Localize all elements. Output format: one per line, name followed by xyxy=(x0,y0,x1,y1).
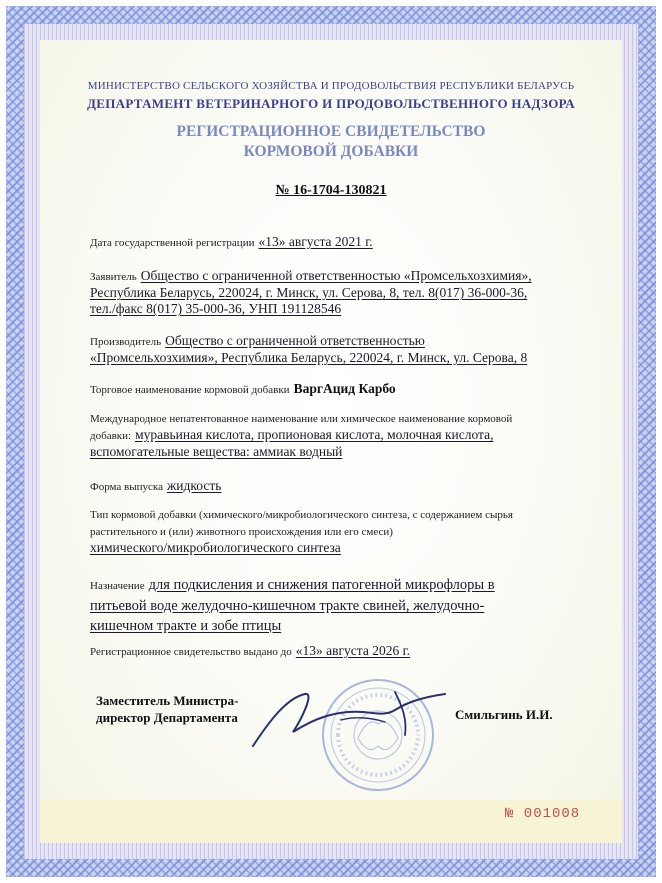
type-label-line1: Тип кормовой добавки (химического/микробиологического синтеза, с содержанием сырья xyxy=(90,509,513,521)
manufacturer-label: Производитель xyxy=(90,336,162,348)
valid-until-field xyxy=(90,643,590,660)
signatory-title-line1: Заместитель Министра- xyxy=(96,693,239,708)
reg-date-label: Дата государственной регистрации xyxy=(90,237,255,249)
signatory-name: Смильгинь И.И. xyxy=(455,707,553,722)
purpose-value-line1: для подкисления и снижения патогенной микрофлоры в xyxy=(148,577,495,593)
handwritten-signature xyxy=(245,680,450,755)
manufacturer-field xyxy=(90,333,590,366)
purpose-value-line2: питьевой воде желудочно-кишечном тракте свиней, желудочно- xyxy=(90,598,485,614)
ministry-header: МИНИСТЕРСТВО СЕЛЬСКОГО ХОЗЯЙСТВА И ПРОДОВОЛЬСТВИЯ РЕСПУБЛИКИ БЕЛАРУСЬ xyxy=(87,80,575,92)
inn-label-line1: Международное непатентованное наименование или химическое наименование кормовой xyxy=(90,413,513,425)
valid-until-value: «13» августа 2026 г. xyxy=(295,643,410,658)
manufacturer-value-line1: Общество с ограниченной ответственностью xyxy=(165,333,425,348)
registration-number: № 16-1704-130821 xyxy=(275,183,387,198)
type-label-line2: растительного и (или) животного происхождения или его смеси) xyxy=(90,526,393,538)
purpose-label: Назначение xyxy=(90,580,145,592)
trade-name-value: ВаргАцид Карбо xyxy=(293,381,396,396)
reg-date-field xyxy=(90,234,590,251)
manufacturer-value-line2: «Промсельхозхимия», Республика Беларусь, 220024, г. Минск, ул. Серова, 8 xyxy=(90,350,528,365)
document-title-line1: РЕГИСТРАЦИОННОЕ СВИДЕТЕЛЬСТВО xyxy=(176,123,486,140)
form-field xyxy=(90,478,590,495)
applicant-field xyxy=(90,268,590,317)
reg-date-value: «13» августа 2021 г. xyxy=(258,234,373,249)
applicant-label: Заявитель xyxy=(90,271,137,283)
form-value: жидкость xyxy=(166,478,222,493)
purpose-value-line3: кишечном тракте и зобе птицы xyxy=(90,618,282,634)
type-value: химического/микробиологического синтеза xyxy=(90,540,341,555)
trade-name-label: Торговое наименование кормовой добавки xyxy=(90,384,290,396)
inn-label-line2: добавки: xyxy=(90,430,132,442)
inn-value-line2: вспомогательные вещества: аммиак водный xyxy=(90,444,343,459)
serial-number: № 001008 xyxy=(505,806,581,822)
document-title-line2: КОРМОВОЙ ДОБАВКИ xyxy=(243,143,419,160)
applicant-value-line2: Республика Беларусь, 220024, г. Минск, ул. Серова, 8, тел. 8(017) 36-000-36, xyxy=(90,285,528,300)
applicant-value-line3: тел./факс 8(017) 35-000-36, УНП 191128546 xyxy=(90,301,342,316)
form-label: Форма выпуска xyxy=(90,481,163,493)
inn-value-line1: муравьиная кислота, пропионовая кислота, молочная кислота, xyxy=(135,427,494,442)
purpose-field xyxy=(90,575,590,636)
type-field xyxy=(90,506,600,556)
applicant-value-line1: Общество с ограниченной ответственностью «Промсельхозхимия», xyxy=(140,268,532,283)
valid-until-label: Регистрационное свидетельство выдано до xyxy=(90,646,292,658)
signatory-title xyxy=(96,692,238,726)
trade-name-field xyxy=(90,381,590,398)
department-header: ДЕПАРТАМЕНТ ВЕТЕРИНАРНОГО И ПРОДОВОЛЬСТВЕННОГО НАДЗОРА xyxy=(87,96,575,111)
signatory-title-line2: директор Департамента xyxy=(96,710,238,725)
inn-field xyxy=(90,410,590,460)
